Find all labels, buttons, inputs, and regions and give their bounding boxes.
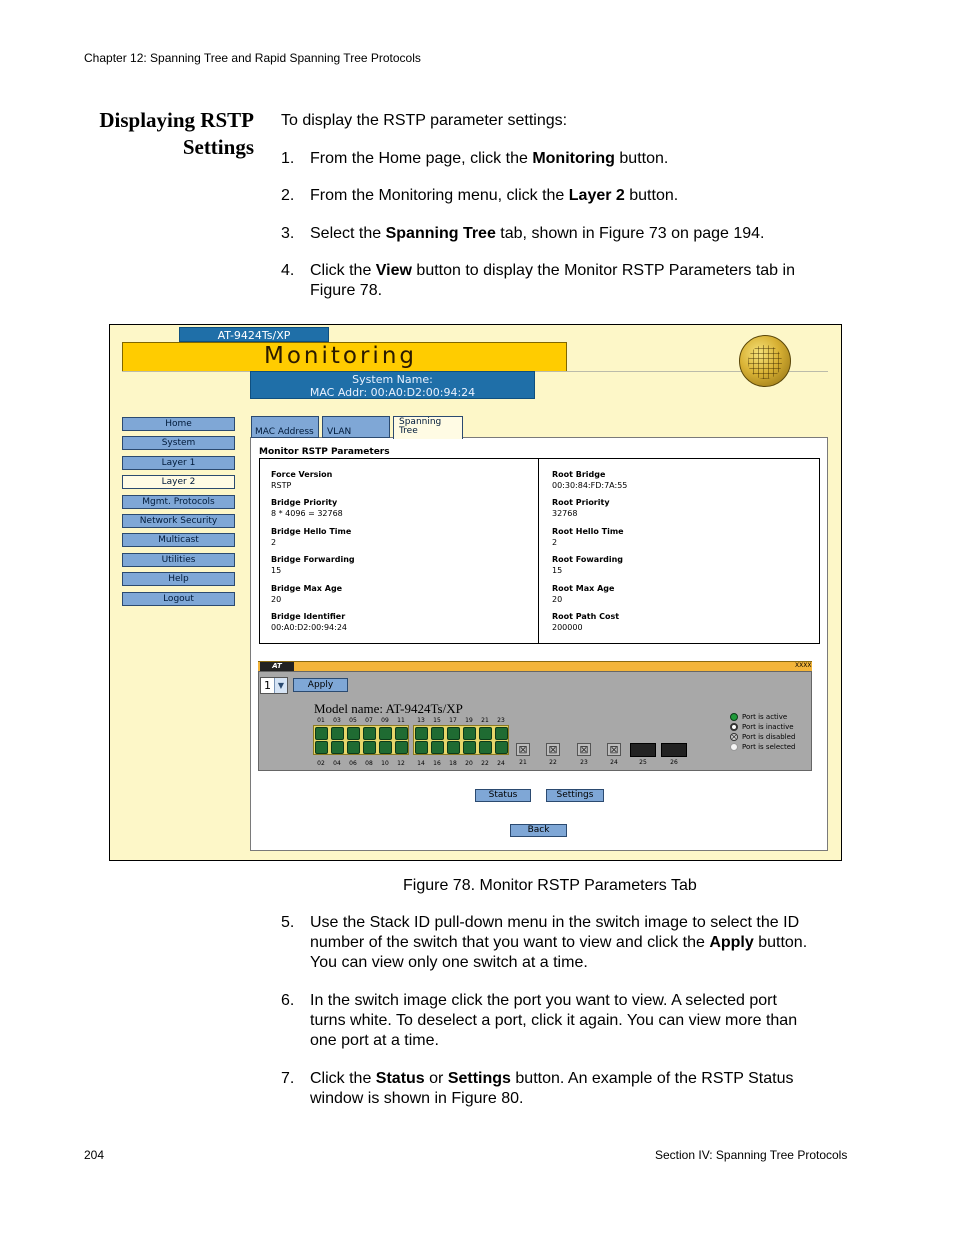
port-12[interactable]	[395, 741, 408, 754]
param-label: Root Bridge	[552, 470, 606, 479]
step-bold: Layer 2	[568, 187, 625, 204]
step-bold: Status	[375, 1070, 425, 1087]
step-text: button. An example of the RSTP Status	[510, 1070, 794, 1087]
port-number-label: 19	[465, 717, 473, 724]
port-number-label: 16	[433, 760, 441, 767]
system-name-label: System Name:	[352, 373, 433, 386]
nav-logout-button[interactable]: Logout	[122, 592, 235, 606]
port-08[interactable]	[363, 741, 376, 754]
port-19[interactable]	[463, 727, 476, 740]
port-number-label: 23	[580, 759, 588, 766]
step-text: In the switch image click the port you want to view. A selected port	[310, 992, 777, 1009]
param-label: Bridge Identifier	[271, 612, 346, 621]
step-number: 2.	[281, 187, 295, 204]
step-number: 3.	[281, 225, 295, 242]
step-text: You can view only one switch at a time.	[310, 954, 588, 971]
port-21[interactable]	[479, 727, 492, 740]
step-bold: Apply	[709, 934, 754, 951]
chevron-down-icon[interactable]: ▼	[274, 678, 287, 693]
step-text: Figure 78.	[310, 282, 383, 299]
step-bold: Monitoring	[532, 150, 615, 167]
port-number-label: 23	[497, 717, 505, 724]
step-text: one port at a time.	[310, 1032, 439, 1049]
legend-label: Port is inactive	[742, 723, 794, 731]
param-label: Bridge Priority	[271, 498, 338, 507]
step-text: or	[424, 1070, 448, 1087]
step-number: 4.	[281, 262, 295, 279]
step-text: Use the Stack ID pull-down menu in the switch image to select the ID	[310, 914, 800, 931]
device-tab[interactable]: AT-9424Ts/XP	[179, 327, 329, 342]
port-10[interactable]	[379, 741, 392, 754]
tab-label: MAC Address	[255, 427, 314, 437]
tab-label: Tree	[399, 426, 418, 436]
section-heading-line2: Settings	[182, 135, 254, 159]
nav-system-button[interactable]: System	[122, 436, 235, 450]
step-text: number of the switch that you want to view and click the	[310, 934, 710, 951]
step-text: button.	[624, 187, 679, 204]
nav-mgmt-protocols-button[interactable]: Mgmt. Protocols	[122, 495, 235, 509]
tab-spanning-tree[interactable]	[393, 416, 463, 439]
port-11[interactable]	[395, 727, 408, 740]
param-label: Root Path Cost	[552, 612, 620, 621]
port-number-label: 26	[670, 759, 678, 766]
legend-selected-icon	[730, 743, 738, 751]
fiber-port-25[interactable]	[630, 743, 656, 757]
port-14[interactable]	[415, 741, 428, 754]
param-label: Root Fowarding	[552, 555, 624, 564]
legend-label: Port is active	[742, 713, 788, 721]
param-label: Bridge Hello Time	[271, 527, 352, 536]
port-number-label: 24	[497, 760, 505, 767]
param-value: 15	[271, 566, 282, 575]
nav-layer1-button[interactable]: Layer 1	[122, 456, 235, 470]
param-value: 20	[552, 595, 563, 604]
back-button[interactable]: Back	[510, 824, 567, 837]
port-number-label: 02	[317, 760, 325, 767]
nav-home-button[interactable]: Home	[122, 417, 235, 431]
port-09[interactable]	[379, 727, 392, 740]
port-number-label: 20	[465, 760, 473, 767]
step-text: Select the	[310, 225, 386, 242]
system-info-box	[250, 371, 535, 399]
step-text: Click the	[310, 262, 376, 279]
port-number-label: 22	[549, 759, 557, 766]
param-value: 2	[552, 538, 558, 547]
globe-grid	[748, 345, 782, 379]
port-number-label: 15	[433, 717, 441, 724]
combo-port-24[interactable]: ⊠	[607, 743, 621, 756]
step-bold: Settings	[447, 1070, 511, 1087]
port-number-label: 09	[381, 717, 389, 724]
legend-disabled-icon: ×	[731, 733, 737, 741]
switch-corner-label: XXXX	[795, 662, 812, 669]
param-label: Force Version	[271, 470, 333, 479]
step-text: From the Home page, click the	[310, 150, 533, 167]
tab-label: Spanning	[399, 417, 442, 427]
nav-multicast-button[interactable]: Multicast	[122, 533, 235, 547]
step-bold: Spanning Tree	[385, 225, 496, 242]
step-bold: View	[375, 262, 412, 279]
port-number-label: 21	[481, 717, 489, 724]
port-number-label: 05	[349, 717, 357, 724]
port-18[interactable]	[447, 741, 460, 754]
step-text: Click the	[310, 1070, 376, 1087]
nav-network-security-button[interactable]: Network Security	[122, 514, 235, 528]
port-05[interactable]	[347, 727, 360, 740]
param-label: Root Hello Time	[552, 527, 624, 536]
port-number-label: 08	[365, 760, 373, 767]
port-15[interactable]	[431, 727, 444, 740]
port-20[interactable]	[463, 741, 476, 754]
combo-port-22[interactable]: ⊠	[546, 743, 560, 756]
model-name: Model name: AT-9424Ts/XP	[314, 701, 463, 716]
banner-title: Monitoring	[264, 343, 417, 369]
status-button[interactable]: Status	[475, 789, 531, 802]
port-number-label: 13	[417, 717, 425, 724]
param-value: 32768	[552, 509, 578, 518]
step-text: From the Monitoring menu, click the	[310, 187, 569, 204]
port-number-label: 06	[349, 760, 357, 767]
step-number: 1.	[281, 150, 295, 167]
param-label: Root Max Age	[552, 584, 615, 593]
port-number-label: 01	[317, 717, 325, 724]
step-text: button to display the Monitor RSTP Parameters tab in	[411, 262, 795, 279]
page-number: 204	[84, 1148, 105, 1162]
port-16[interactable]	[431, 741, 444, 754]
footer-section: Section IV: Spanning Tree Protocols	[655, 1148, 848, 1162]
step-number: 5.	[281, 914, 295, 931]
step-text: button.	[614, 150, 669, 167]
fiber-port-26[interactable]	[661, 743, 687, 757]
port-23[interactable]	[495, 727, 508, 740]
apply-button[interactable]: Apply	[293, 678, 348, 692]
param-value: 00:A0:D2:00:94:24	[271, 623, 348, 632]
port-number-label: 17	[449, 717, 457, 724]
legend-inactive-icon	[730, 723, 738, 731]
figure-monitor-rstp	[109, 324, 842, 861]
port-04[interactable]	[331, 741, 344, 754]
port-number-label: 25	[639, 759, 647, 766]
step-number: 6.	[281, 992, 295, 1009]
port-number-label: 14	[417, 760, 425, 767]
params-divider	[538, 458, 539, 644]
port-13[interactable]	[415, 727, 428, 740]
param-value: 8 * 4096 = 32768	[271, 509, 343, 518]
step-text: turns white. To deselect a port, click it again. You can view more than	[310, 1012, 798, 1029]
param-value: RSTP	[271, 481, 292, 490]
port-07[interactable]	[363, 727, 376, 740]
stack-id-select[interactable]: 1	[260, 677, 288, 694]
port-number-label: 10	[381, 760, 389, 767]
port-number-label: 07	[365, 717, 373, 724]
port-22[interactable]	[479, 741, 492, 754]
port-number-label: 11	[397, 717, 405, 724]
port-number-label: 03	[333, 717, 341, 724]
step-number: 7.	[281, 1070, 295, 1087]
switch-top-bar	[258, 661, 812, 671]
section-heading-line1: Displaying RSTP	[99, 108, 254, 132]
panel-title: Monitor RSTP Parameters	[259, 447, 390, 457]
legend-label: Port is disabled	[742, 733, 796, 741]
param-value: 2	[271, 538, 277, 547]
port-01[interactable]	[315, 727, 328, 740]
combo-port-23[interactable]: ⊠	[577, 743, 591, 756]
step-text: tab, shown in Figure 73 on page 194.	[495, 225, 765, 242]
figure-caption: Figure 78. Monitor RSTP Parameters Tab	[403, 877, 697, 894]
tab-vlan[interactable]	[322, 416, 390, 438]
param-value: 00:30:84:FD:7A:55	[552, 481, 628, 490]
port-06[interactable]	[347, 741, 360, 754]
port-02[interactable]	[315, 741, 328, 754]
chapter-header: Chapter 12: Spanning Tree and Rapid Spanning Tree Protocols	[84, 51, 421, 65]
param-value: 200000	[552, 623, 583, 632]
step-text: button.	[753, 934, 808, 951]
port-number-label: 24	[610, 759, 618, 766]
param-label: Bridge Forwarding	[271, 555, 355, 564]
port-03[interactable]	[331, 727, 344, 740]
tab-label: VLAN	[327, 427, 352, 437]
legend-label: Port is selected	[742, 743, 796, 751]
intro-text: To display the RSTP parameter settings:	[281, 112, 568, 129]
port-number-label: 18	[449, 760, 457, 767]
tab-mac-address[interactable]	[251, 416, 319, 438]
port-number-label: 12	[397, 760, 405, 767]
param-label: Bridge Max Age	[271, 584, 343, 593]
param-value: 20	[271, 595, 282, 604]
nav-utilities-button[interactable]: Utilities	[122, 553, 235, 567]
step-text: window is shown in Figure 80.	[310, 1090, 524, 1107]
port-number-label: 04	[333, 760, 341, 767]
param-label: Root Priority	[552, 498, 610, 507]
settings-button[interactable]: Settings	[546, 789, 604, 802]
port-number-label: 22	[481, 760, 489, 767]
section-heading	[60, 107, 254, 161]
param-value: 15	[552, 566, 563, 575]
port-24[interactable]	[495, 741, 508, 754]
combo-port-21[interactable]: ⊠	[516, 743, 530, 756]
nav-help-button[interactable]: Help	[122, 572, 235, 586]
port-number-label: 21	[519, 759, 527, 766]
mac-address: MAC Addr: 00:A0:D2:00:94:24	[309, 386, 476, 399]
port-17[interactable]	[447, 727, 460, 740]
allied-telesis-logo-icon: AT	[260, 662, 294, 671]
legend-active-icon	[730, 713, 738, 721]
nav-layer2-button[interactable]: Layer 2	[122, 475, 235, 489]
